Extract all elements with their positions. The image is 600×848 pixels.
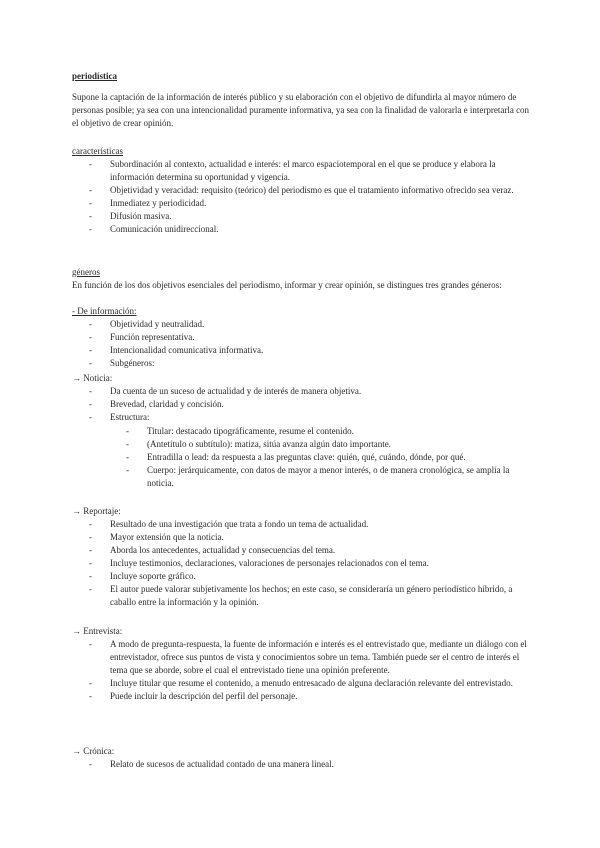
list-item: - Subordinación al contexto, actualidad e interés: el marco espaciotemporal en el que se produce y elabora la información determina su oportunidad y vigencia. (89, 158, 534, 184)
document-title: periodística (72, 71, 117, 81)
cronica-list (89, 758, 534, 771)
entrevista-heading: → Entrevista: (72, 626, 123, 636)
cronica-heading: → Crónica: (72, 746, 115, 756)
list-item: - Incluye soporte gráfico. (89, 570, 534, 583)
reportaje-heading: → Reportaje: (72, 506, 121, 516)
noticia-estructura-list (126, 425, 526, 490)
list-item: - Relato de sucesos de actualidad contado de una manera lineal. (89, 758, 534, 771)
generos-heading: géneros (72, 267, 100, 277)
list-item: - El autor puede valorar subjetivamente los hechos; en este caso, se consideraría un género periodístico híbrido, a caballo entre la información y la opinión. (89, 583, 534, 609)
list-item: - Difusión masiva. (89, 210, 534, 223)
reportaje-list (89, 518, 534, 609)
list-item: - A modo de pregunta-respuesta, la fuente de información e interés es el entrevistado que, mediante un diálogo con el entrevistador, ofrece sus puntos de vista y conocimientos sobre un tema. También puede ser el centro de interés el tema que se aborde, sobre el cual el entrevistado tiene una opinión preferente. (89, 638, 534, 677)
list-item: - Comunicación unidireccional. (89, 223, 534, 236)
list-item: - Intencionalidad comunicativa informativa. (89, 344, 534, 357)
list-item: - Incluye titular que resume el contenido, a menudo entresacado de alguna declaración relevante del entrevistado. (89, 677, 534, 690)
generos-intro: En función de los dos objetivos esenciales del periodismo, informar y crear opinión, se distingues tres grandes géneros: (72, 280, 502, 290)
caracteristicas-heading: características (72, 146, 123, 156)
list-item: - (Antetítulo o subtítulo): matiza, sitúa avanza algún dato importante. (126, 438, 526, 451)
list-item: - Subgéneros: (89, 357, 534, 370)
list-item: - Objetividad y veracidad: requisito (teórico) del periodismo es que el tratamiento informativo ofrecido sea veraz. (89, 184, 534, 197)
list-item: - Función representativa. (89, 331, 534, 344)
list-item: - Objetividad y neutralidad. (89, 318, 534, 331)
list-item: - Estructura: (89, 411, 534, 424)
informacion-heading: - De información: (72, 306, 137, 316)
intro-paragraph: Supone la captación de la información de interés público y su elaboración con el objetivo de difundirla al mayor número de personas posible; ya sea con una intencionalidad puramente informativa, ya sea con la finalidad de valorarla e interpretarla con el objetivo de crear opinión. (72, 92, 530, 128)
list-item: - Entradilla o lead: da respuesta a las preguntas clave: quién, qué, cuándo, dónde, por qué. (126, 451, 526, 464)
list-item: - Cuerpo: jerárquicamente, con datos de mayor a menor interés, o de manera cronológica, se amplía la noticia. (126, 464, 526, 490)
list-item: - Resultado de una investigación que trata a fondo un tema de actualidad. (89, 518, 534, 531)
list-item: - Aborda los antecedentes, actualidad y consecuencias del tema. (89, 544, 534, 557)
noticia-list (89, 385, 534, 424)
list-item: - Titular: destacado tipográficamente, resume el contenido. (126, 425, 526, 438)
list-item: - Puede incluir la descripción del perfil del personaje. (89, 690, 534, 703)
informacion-list (89, 318, 534, 370)
list-item: - Da cuenta de un suceso de actualidad y de interés de manera objetiva. (89, 385, 534, 398)
entrevista-list (89, 638, 534, 703)
noticia-heading: → Noticia: (72, 373, 113, 383)
caracteristicas-list (89, 158, 534, 236)
list-item: - Brevedad, claridad y concisión. (89, 398, 534, 411)
list-item: - Incluye testimonios, declaraciones, valoraciones de personajes relacionados con el tema. (89, 557, 534, 570)
list-item: - Inmediatez y periodicidad. (89, 197, 534, 210)
list-item: - Mayor extensión que la noticia. (89, 531, 534, 544)
